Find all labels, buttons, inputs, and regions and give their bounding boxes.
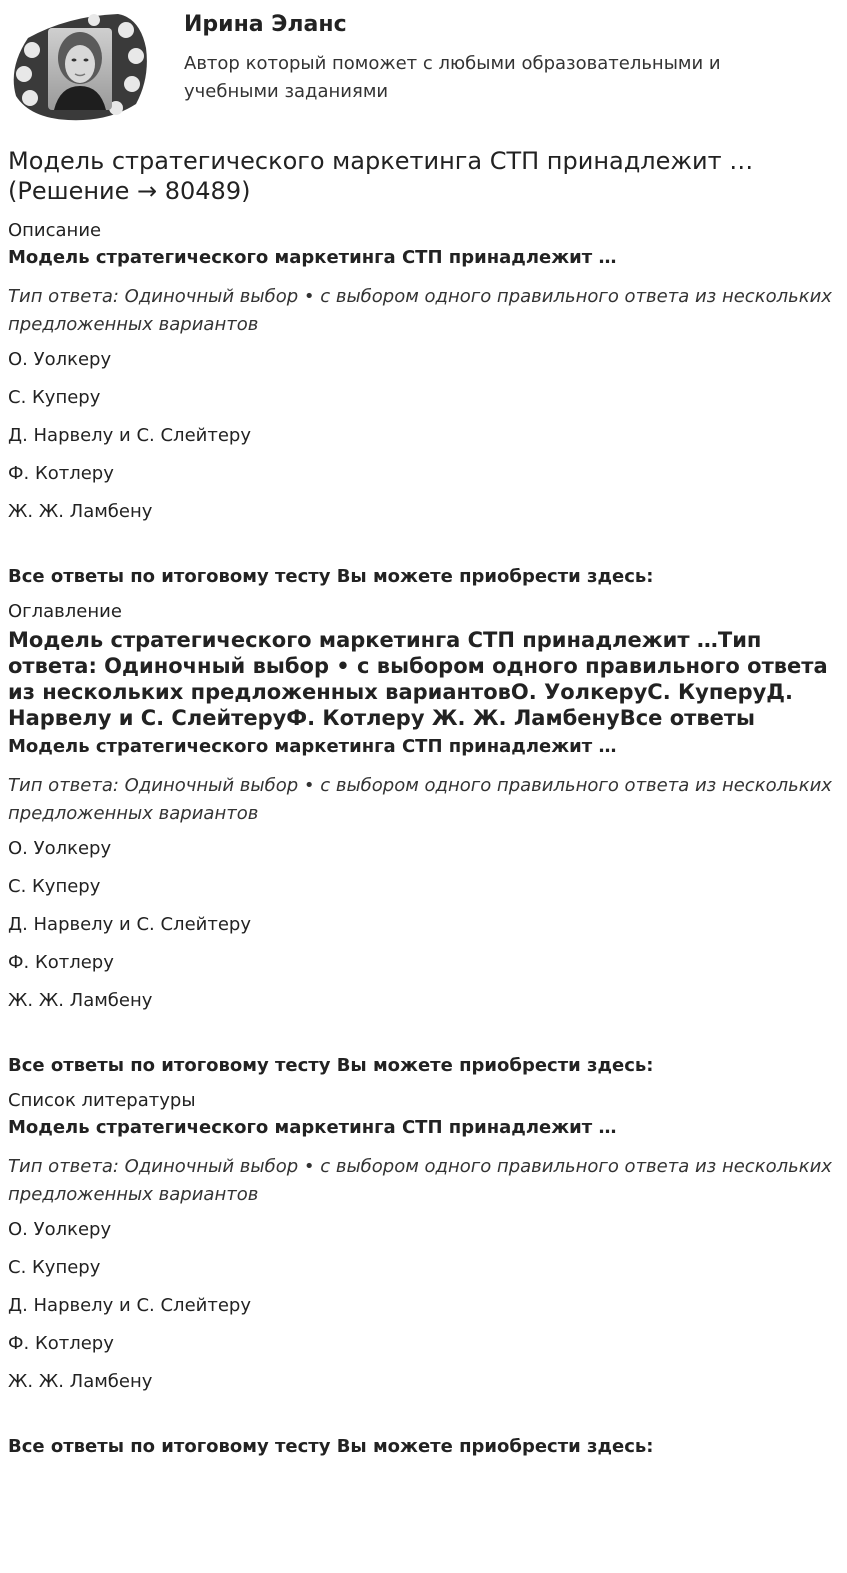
- option-item: Ж. Ж. Ламбену: [8, 1371, 153, 1392]
- option-item: О. Уолкеру: [8, 349, 112, 370]
- answer-type: Тип ответа: Одиночный выбор • с выбором одного правильного ответа из нескольких предложенных вариантов: [8, 775, 832, 824]
- section-label-literature: Список литературы: [8, 1090, 196, 1111]
- answer-type: Тип ответа: Одиночный выбор • с выбором одного правильного ответа из нескольких предложенных вариантов: [8, 1156, 832, 1205]
- option-item: Д. Нарвелу и С. Слейтеру: [8, 914, 251, 935]
- main-content: [8, 146, 838, 1459]
- page-title: Модель стратегического маркетинга СТП принадлежит … (Решение → 80489): [8, 147, 754, 205]
- author-header: [0, 0, 847, 140]
- option-item: Ж. Ж. Ламбену: [8, 501, 153, 522]
- option-item: О. Уолкеру: [8, 838, 112, 859]
- question-text: Модель стратегического маркетинга СТП принадлежит …: [8, 247, 617, 268]
- question-text: Модель стратегического маркетинга СТП принадлежит …: [8, 1117, 617, 1138]
- option-item: Ж. Ж. Ламбену: [8, 990, 153, 1011]
- all-answers-note: Все ответы по итоговому тесту Вы можете приобрести здесь:: [8, 1055, 654, 1076]
- option-item: С. Куперу: [8, 387, 101, 408]
- author-name: Ирина Эланс: [184, 12, 347, 37]
- option-item: Ф. Котлеру: [8, 1333, 114, 1354]
- option-item: С. Куперу: [8, 876, 101, 897]
- section-label-toc: Оглавление: [8, 601, 122, 622]
- option-item: Д. Нарвелу и С. Слейтеру: [8, 1295, 251, 1316]
- answer-type: Тип ответа: Одиночный выбор • с выбором одного правильного ответа из нескольких предложенных вариантов: [8, 286, 832, 335]
- option-item: Д. Нарвелу и С. Слейтеру: [8, 425, 251, 446]
- option-item: С. Куперу: [8, 1257, 101, 1278]
- section-label-description: Описание: [8, 220, 102, 241]
- option-item: Ф. Котлеру: [8, 952, 114, 973]
- author-avatar: [8, 8, 150, 126]
- all-answers-note: Все ответы по итоговому тесту Вы можете приобрести здесь:: [8, 566, 654, 587]
- option-item: О. Уолкеру: [8, 1219, 112, 1240]
- option-item: Ф. Котлеру: [8, 463, 114, 484]
- all-answers-note: Все ответы по итоговому тесту Вы можете приобрести здесь:: [8, 1436, 654, 1457]
- toc-heading: Модель стратегического маркетинга СТП принадлежит …Тип ответа: Одиночный выбор • с выбором одного правильного ответа из нескольких предложенных вариантовО. УолкеруС. КуперуД. Нарвелу и С. СлейтеруФ. Котлеру Ж. Ж. ЛамбенуВсе ответы: [8, 628, 828, 730]
- avatar-image-icon: [8, 8, 150, 126]
- author-description: Автор который поможет с любыми образовательными и учебными заданиями: [184, 53, 721, 102]
- question-text: Модель стратегического маркетинга СТП принадлежит …: [8, 736, 617, 757]
